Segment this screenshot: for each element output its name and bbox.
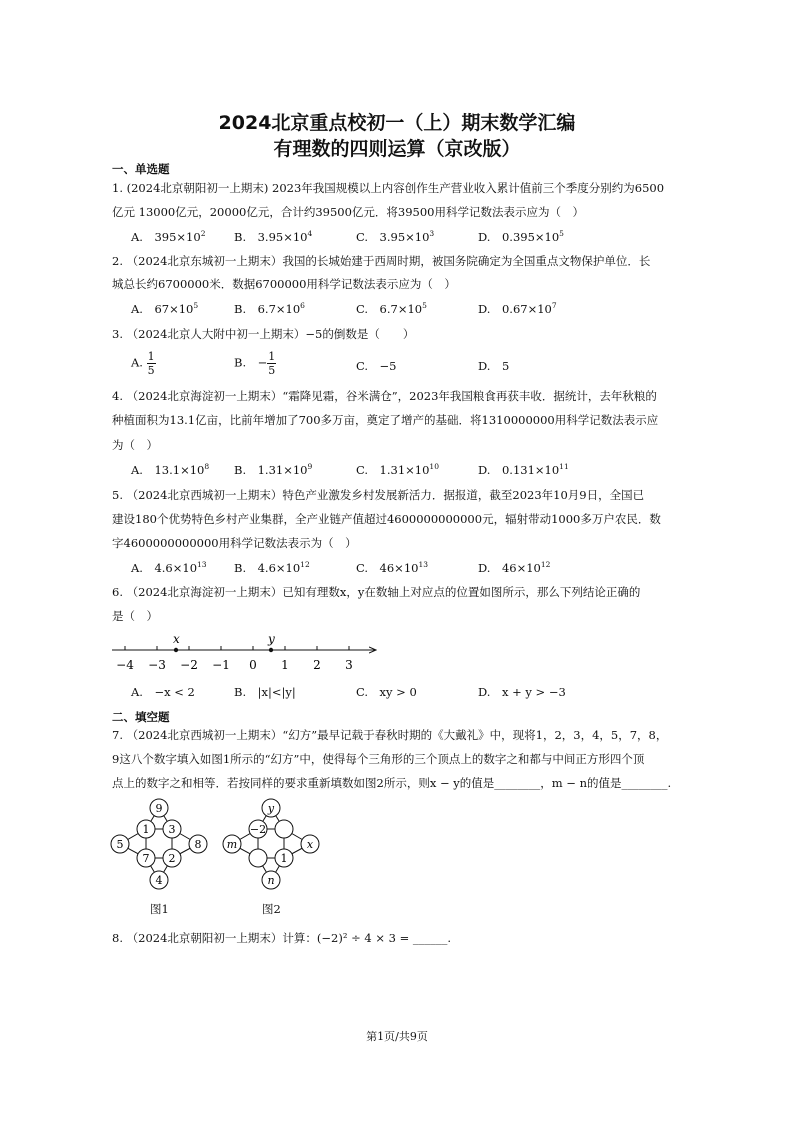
tick-label: −1 [212,658,230,672]
section-single-choice: 一、单选题 [112,162,170,176]
value-c1: −2 [249,823,267,836]
node-c2 [275,820,293,838]
q6-option-b[interactable]: B. |x|<|y| [234,685,296,699]
point-x [174,648,178,652]
q1-option-d[interactable]: D. $0.395\times 10^5$ [478,229,564,244]
tick-label: −3 [148,658,166,672]
title-line1: 2024北京重点校初一（上）期末数学汇编 [218,112,576,134]
fraction: $\frac{1}{5}$ [268,350,276,377]
q4-line3: 为（ ） [112,438,158,452]
tick-label: 2 [313,658,321,672]
q2-line1: 2. （2024北京东城初一上期末）我国的长城始建于西周时期，被国务院确定为全国重点文物保护单位．长 [112,254,651,268]
q4-line2: 种植面积为13.1亿亩，比前年增加了700多万亩，奠定了增产的基础．将1310000000用科学记数法表示应 [112,413,659,427]
q4-option-a[interactable]: A. $13.1\times 10^8$ [131,462,210,477]
value-c2: 3 [168,823,176,836]
value-left: m [226,838,238,851]
value-right: x [306,838,314,851]
q3-option-c[interactable]: C. −5 [356,359,397,373]
node-c3 [249,849,267,867]
figure-1-caption: 图1 [150,902,169,916]
q5-line1: 5. （2024北京西城初一上期末）特色产业激发乡村发展新活力．据报道，截至2023年10月9日，全国已 [112,488,645,502]
q5-line2: 建设180个优势特色乡村产业集群，全产业链产值超过4600000000000元，辐射带动1000多万户农民．数 [112,512,661,526]
section-fill-blank: 二、填空题 [112,710,170,724]
page-footer: 第1页/共9页 [366,1030,428,1043]
figure-2-caption: 图2 [262,902,281,916]
title-line2: 有理数的四则运算（京改版） [273,138,521,160]
q1-line2: 亿元 13000亿元，20000亿元，合计约39500亿元．将39500用科学记数法表示应为（ ） [112,205,584,219]
value-bottom: 4 [155,874,163,887]
q2-option-b[interactable]: B. $6.7\times 10^6$ [234,301,305,316]
q3-line1: 3. （2024北京人大附中初一上期末）−5的倒数是（ ） [112,327,415,341]
point-y [269,648,273,652]
q2-option-a[interactable]: A. $67\times 10^5$ [131,301,199,316]
q1-option-c[interactable]: C. $3.95\times 10^3$ [356,229,435,244]
tick-label: 0 [249,658,257,672]
magic-square-figure-1 [108,796,212,896]
q3-option-a[interactable]: A. $\frac{1}{5}$ [131,350,155,377]
value-left: 5 [116,838,124,851]
value-c4: 1 [280,852,288,865]
magic-square-figure-2 [220,796,324,896]
q1-option-a[interactable]: A. $395\times 10^2$ [131,229,206,244]
q4-option-c[interactable]: C. $1.31\times 10^{10}$ [356,462,439,477]
label-y: y [268,632,275,646]
q7-line3: 点上的数字之和相等．若按同样的要求重新填数如图2所示，则x − y的值是________，m − n的值是________. [112,776,672,790]
q6-line2: 是（ ） [112,609,158,623]
label-x: x [173,632,180,646]
value-bottom: n [267,874,275,887]
number-line [110,630,380,676]
q2-option-c[interactable]: C. $6.7\times 10^5$ [356,301,427,316]
q7-line2: 9这八个数字填入如图1所示的“幻方”中，使得每个三角形的三个顶点上的数字之和都与中间正方形四个顶 [112,752,645,766]
q3-option-d[interactable]: D. 5 [478,359,510,373]
q3-option-b[interactable]: B. − $\frac{1}{5}$ [234,350,276,377]
value-top: y [267,802,275,815]
tick-label: −2 [180,658,198,672]
q6-option-a[interactable]: A. −x < 2 [131,685,195,699]
q2-option-d[interactable]: D. $0.67\times 10^7$ [478,301,557,316]
q6-option-c[interactable]: C. xy > 0 [356,685,417,699]
q5-line3: 字4600000000000用科学记数法表示为（ ） [112,536,357,550]
q6-line1: 6. （2024北京海淀初一上期末）已知有理数x，y在数轴上对应点的位置如图所示，那么下列结论正确的 [112,585,641,599]
q4-option-b[interactable]: B. $1.31\times 10^9$ [234,462,313,477]
value-c3: 7 [142,852,150,865]
q5-option-d[interactable]: D. $46\times 10^{12}$ [478,560,551,575]
q5-option-b[interactable]: B. $4.6\times 10^{12}$ [234,560,310,575]
tick-label: 3 [345,658,353,672]
value-c4: 2 [168,852,176,865]
q8-line1: 8. （2024北京朝阳初一上期末）计算：(−2)² ÷ 4 × 3 = ______. [112,931,452,945]
value-right: 8 [194,838,202,851]
tick-label: −4 [116,658,134,672]
value-c1: 1 [142,823,150,836]
q1-option-b[interactable]: B. $3.95\times 10^4$ [234,229,313,244]
q6-option-d[interactable]: D. x + y > −3 [478,685,566,699]
q5-option-a[interactable]: A. $4.6\times 10^{13}$ [131,560,207,575]
q5-option-c[interactable]: C. $46\times 10^{13}$ [356,560,428,575]
q2-line2: 城总长约6700000米．数据6700000用科学记数法表示应为（ ） [112,277,456,291]
tick-label: 1 [281,658,289,672]
value-top: 9 [155,802,163,815]
q7-line1: 7. （2024北京西城初一上期末）“幻方”最早记载于春秋时期的《大戴礼》中，现将1，2，3，4，5，7，8， [112,728,668,742]
q1-line1: 1. (2024北京朝阳初一上期末) 2023年我国规模以上内容创作生产营业收入累计值前三个季度分别约为6500 [112,181,665,195]
q4-line1: 4. （2024北京海淀初一上期末）“霜降见霜，谷米满仓”，2023年我国粮食再获丰收．据统计，去年秋粮的 [112,389,657,403]
q4-option-d[interactable]: D. $0.131\times 10^{11}$ [478,462,569,477]
fraction: $\frac{1}{5}$ [147,350,155,377]
